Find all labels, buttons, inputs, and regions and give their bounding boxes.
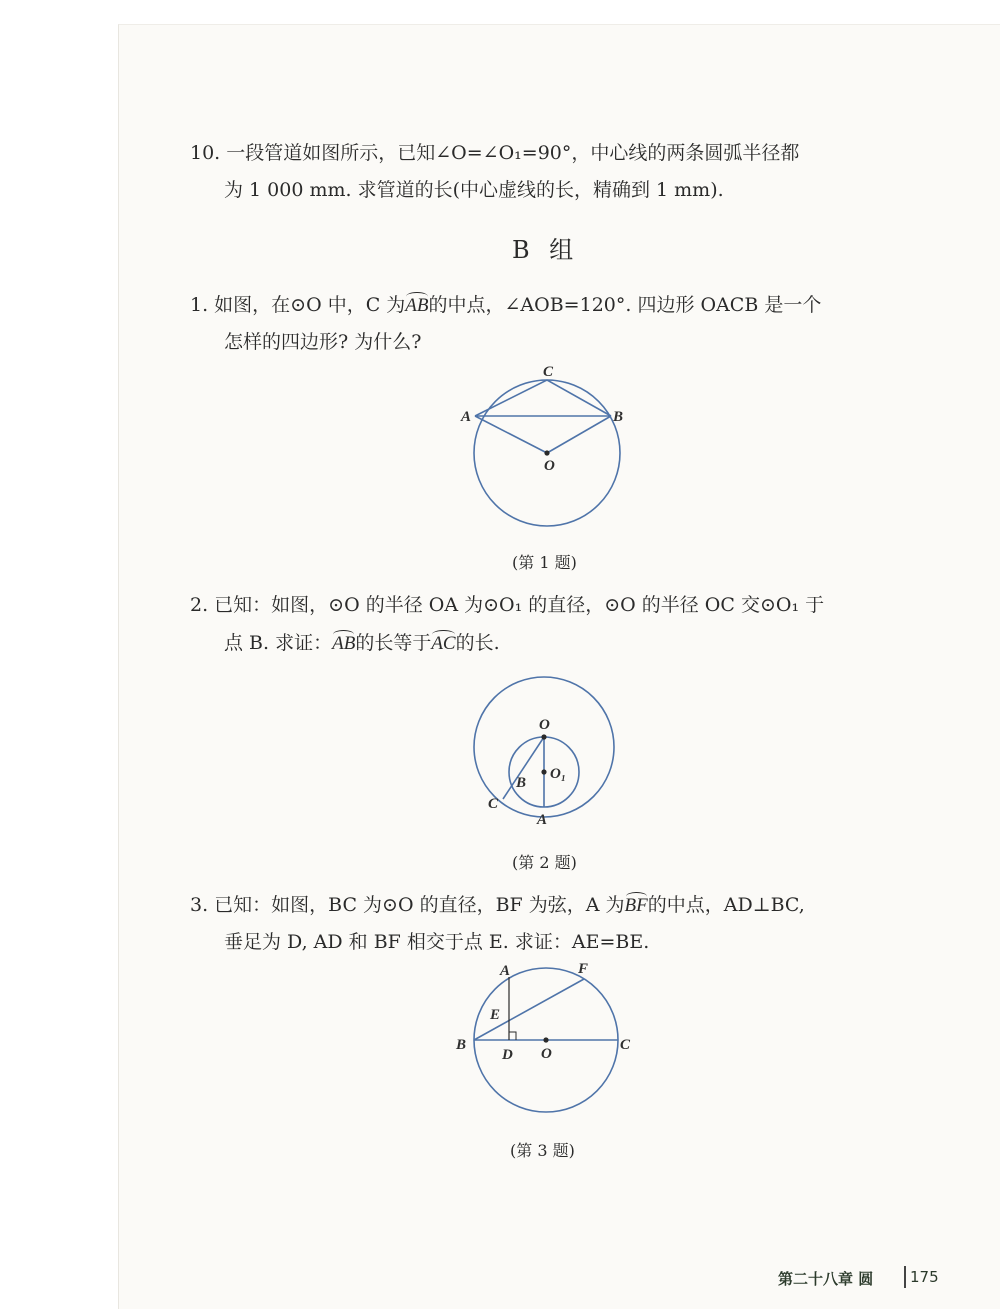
fig3-label-c: C bbox=[620, 1037, 631, 1053]
fig1-label-b: B bbox=[613, 409, 624, 425]
problem-2-text-a: 点 B. 求证： bbox=[224, 632, 333, 654]
arc-bf-notation: BF bbox=[624, 895, 648, 916]
fig3-label-f: F bbox=[578, 961, 589, 977]
page-number: 175 bbox=[910, 1268, 939, 1286]
arc-ab-notation: AB bbox=[332, 633, 356, 654]
fig1-label-o: O bbox=[544, 458, 555, 474]
figure-2-caption: (第 2 题) bbox=[512, 853, 577, 872]
arc-ab-notation: AB bbox=[405, 295, 429, 316]
problem-3-line-2: 垂足为 D, AD 和 BF 相交于点 E. 求证：AE=BE. bbox=[224, 931, 650, 953]
arc-ac-notation: AC bbox=[431, 633, 456, 654]
fig3-label-o: O bbox=[541, 1046, 552, 1062]
fig3-label-e: E bbox=[490, 1007, 501, 1023]
fig2-label-o: O bbox=[539, 717, 550, 733]
fig2-label-b: B bbox=[516, 775, 527, 791]
problem-2-line-2 bbox=[224, 628, 500, 655]
fig3-label-b: B bbox=[456, 1037, 467, 1053]
figure-3-caption: (第 3 题) bbox=[510, 1141, 575, 1160]
fig1-label-c: C bbox=[543, 364, 554, 380]
fig2-label-o1: O₁ bbox=[550, 766, 567, 782]
fig2-label-c: C bbox=[488, 796, 499, 812]
footer-divider bbox=[904, 1266, 906, 1288]
section-heading: B 组 bbox=[512, 236, 580, 264]
chapter-title: 第二十八章 圆 bbox=[778, 1270, 874, 1288]
problem-3-text-a: 3. 已知：如图，BC 为⊙O 的直径，BF 为弦，A 为 bbox=[190, 894, 625, 916]
problem-1-line-2: 怎样的四边形? 为什么? bbox=[224, 331, 422, 353]
problem-2-line-1: 2. 已知：如图，⊙O 的半径 OA 为⊙O₁ 的直径，⊙O 的半径 OC 交⊙O₁ 于 bbox=[190, 594, 825, 616]
problem-3-line-1 bbox=[190, 890, 805, 917]
problem-3-text-b: 的中点，AD⊥BC, bbox=[647, 894, 805, 916]
problem-2-text-c: 的长. bbox=[455, 632, 500, 654]
problem-1-text-a: 1. 如图，在⊙O 中，C 为 bbox=[190, 294, 406, 316]
problem-10-line-1: 10. 一段管道如图所示，已知∠O=∠O₁=90°，中心线的两条圆弧半径都 bbox=[190, 142, 800, 164]
fig3-label-d: D bbox=[502, 1047, 513, 1063]
problem-1-text-b: 的中点，∠AOB=120°. 四边形 OACB 是一个 bbox=[428, 294, 822, 316]
fig2-label-a: A bbox=[537, 812, 548, 828]
fig3-label-a: A bbox=[500, 963, 511, 979]
fig1-label-a: A bbox=[461, 409, 472, 425]
problem-1-line-1 bbox=[190, 290, 821, 317]
problem-10-line-2: 为 1 000 mm. 求管道的长(中心虚线的长，精确到 1 mm). bbox=[224, 179, 724, 201]
figure-3-diagram bbox=[450, 958, 640, 1118]
problem-2-text-b: 的长等于 bbox=[355, 632, 432, 654]
figure-1-caption: (第 1 题) bbox=[512, 553, 577, 572]
figure-2-diagram bbox=[470, 672, 630, 832]
figure-1-diagram bbox=[460, 360, 640, 530]
